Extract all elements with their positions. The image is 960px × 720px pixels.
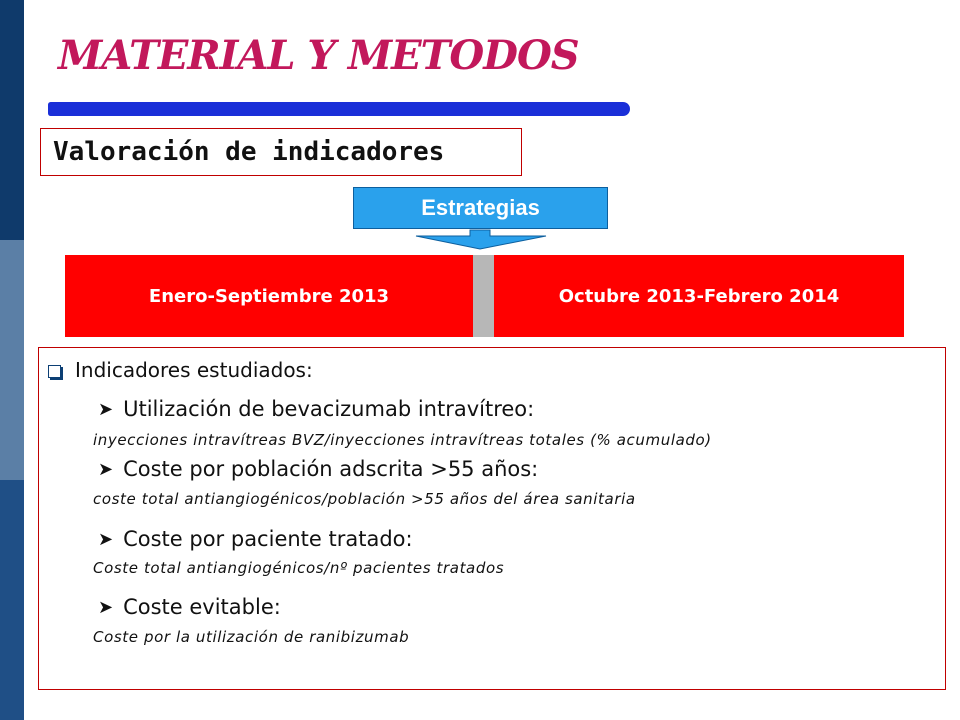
- indicator-label: Coste por población adscrita >55 años:: [123, 457, 539, 481]
- title-underline-bar: [48, 102, 630, 116]
- slide-title: MATERIAL Y METODOS: [58, 32, 579, 79]
- indicator-item: [98, 595, 281, 619]
- strategy-label: Estrategias: [421, 195, 540, 220]
- indicator-item: [98, 527, 413, 551]
- sidebar-segment-middle: [0, 240, 24, 480]
- indicator-label: Coste evitable:: [123, 595, 281, 619]
- arrow-bullet-icon: ➤: [98, 458, 114, 480]
- sidebar-segment-top: [0, 0, 24, 240]
- indicator-desc: inyecciones intravítreas BVZ/inyecciones intravítreas totales (% acumulado): [93, 431, 712, 449]
- indicator-item: [98, 457, 538, 481]
- indicator-label: Coste por paciente tratado:: [123, 527, 413, 551]
- indicator-desc: coste total antiangiogénicos/población >55 años del área sanitaria: [93, 490, 636, 508]
- indicator-desc: Coste por la utilización de ranibizumab: [93, 628, 410, 646]
- indicator-desc: Coste total antiangiogénicos/nº pacientes tratados: [93, 559, 505, 577]
- indicator-item: [98, 397, 534, 421]
- sidebar-stripe: [0, 0, 24, 720]
- square-bullet-icon: [48, 365, 61, 378]
- period-before: [65, 255, 473, 337]
- period-divider: [473, 255, 494, 337]
- period-after: [494, 255, 904, 337]
- subtitle-text: Valoración de indicadores: [53, 137, 445, 167]
- indicators-heading: [48, 358, 313, 382]
- arrow-bullet-icon: ➤: [98, 596, 114, 618]
- indicator-label: Utilización de bevacizumab intravítreo:: [123, 397, 535, 421]
- sidebar-segment-bottom: [0, 480, 24, 720]
- down-arrow-icon: [410, 229, 550, 251]
- period-before-label: Enero-Septiembre 2013: [148, 285, 390, 307]
- indicators-heading-text: Indicadores estudiados:: [75, 358, 313, 382]
- period-after-label: Octubre 2013-Febrero 2014: [558, 285, 840, 307]
- subtitle-box: [40, 128, 522, 176]
- strategy-box: [353, 187, 608, 229]
- arrow-bullet-icon: ➤: [98, 398, 114, 420]
- arrow-bullet-icon: ➤: [98, 528, 114, 550]
